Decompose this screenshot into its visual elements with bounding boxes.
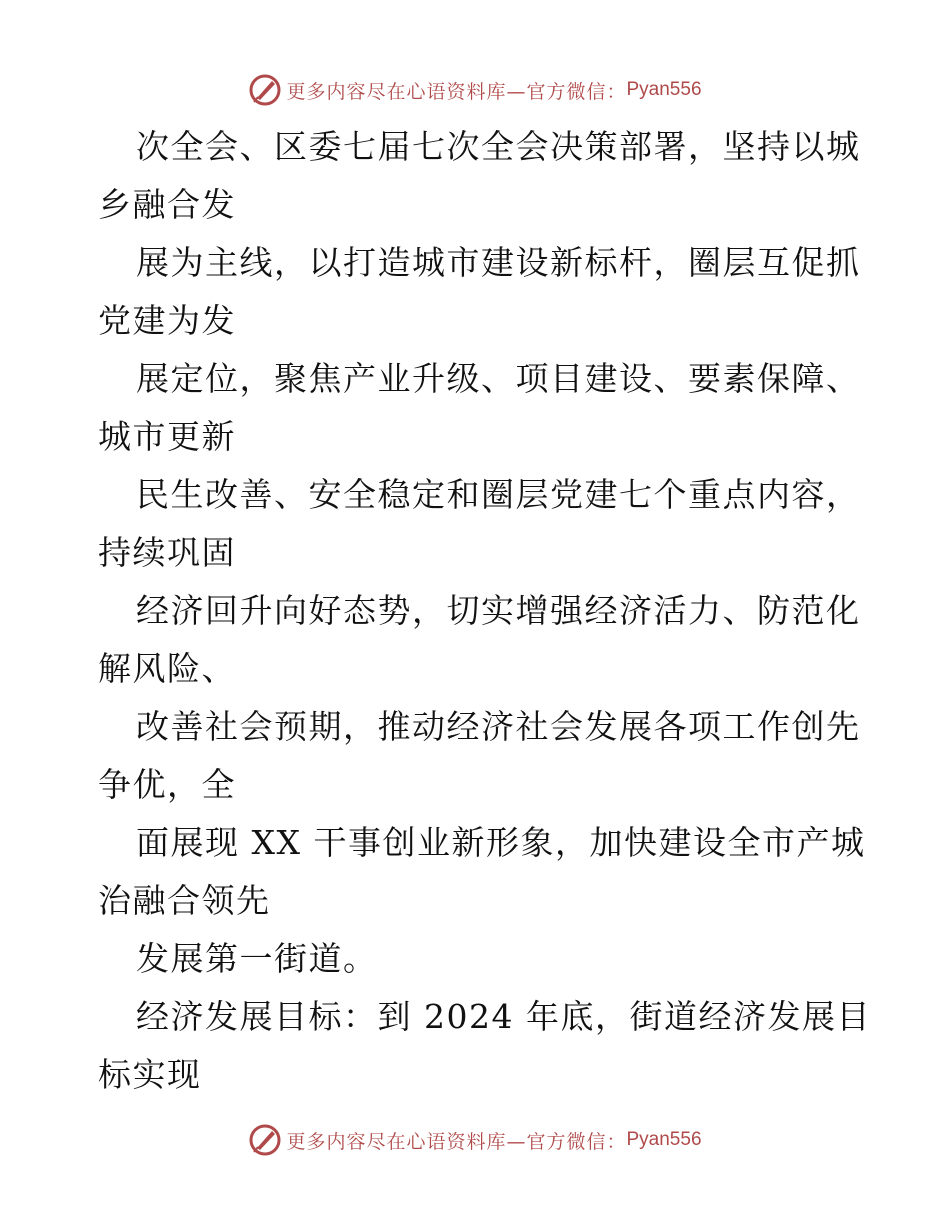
document-body <box>98 118 871 1104</box>
text-line: 展为主线，以打造城市建设新标杆，圈层互促抓 <box>136 243 861 282</box>
text-line: 次全会、区委七届七次全会决策部署，坚持以城 <box>136 127 861 166</box>
text-line: 持续巩固 <box>98 533 236 572</box>
text-line: 争优，全 <box>98 765 236 804</box>
text-line: 乡融合发 <box>98 185 236 224</box>
header-banner-text: 更多内容尽在心语资料库—官方微信： <box>286 80 627 103</box>
text-line: 解风险、 <box>98 649 236 688</box>
text-line: 经济回升向好态势，切实增强经济活力、防范化 <box>136 591 861 630</box>
text-line: 发展第一街道。 <box>136 939 378 978</box>
quill-pen-logo-icon <box>248 1123 282 1157</box>
footer-banner <box>0 1120 950 1160</box>
text-line: 民生改善、安全稳定和圈层党建七个重点内容， <box>136 475 861 514</box>
header-banner <box>0 70 950 110</box>
footer-banner-text: 更多内容尽在心语资料库—官方微信： <box>286 1130 627 1153</box>
text-line: 城市更新 <box>98 417 236 456</box>
header-wechat-id: Pyan556 <box>626 79 702 100</box>
text-line: 党建为发 <box>98 301 236 340</box>
text-line: 标实现 <box>98 1055 202 1094</box>
text-line: 展定位，聚焦产业升级、项目建设、要素保障、 <box>136 359 861 398</box>
text-line: 改善社会预期，推动经济社会发展各项工作创先 <box>136 707 861 746</box>
text-line: 治融合领先 <box>98 881 271 920</box>
footer-wechat-id: Pyan556 <box>626 1129 702 1150</box>
quill-pen-logo-icon <box>248 73 282 107</box>
text-line: 经济发展目标：到 2024 年底，街道经济发展目 <box>136 997 871 1036</box>
text-line: 面展现 XX 干事创业新形象，加快建设全市产城 <box>136 823 866 862</box>
